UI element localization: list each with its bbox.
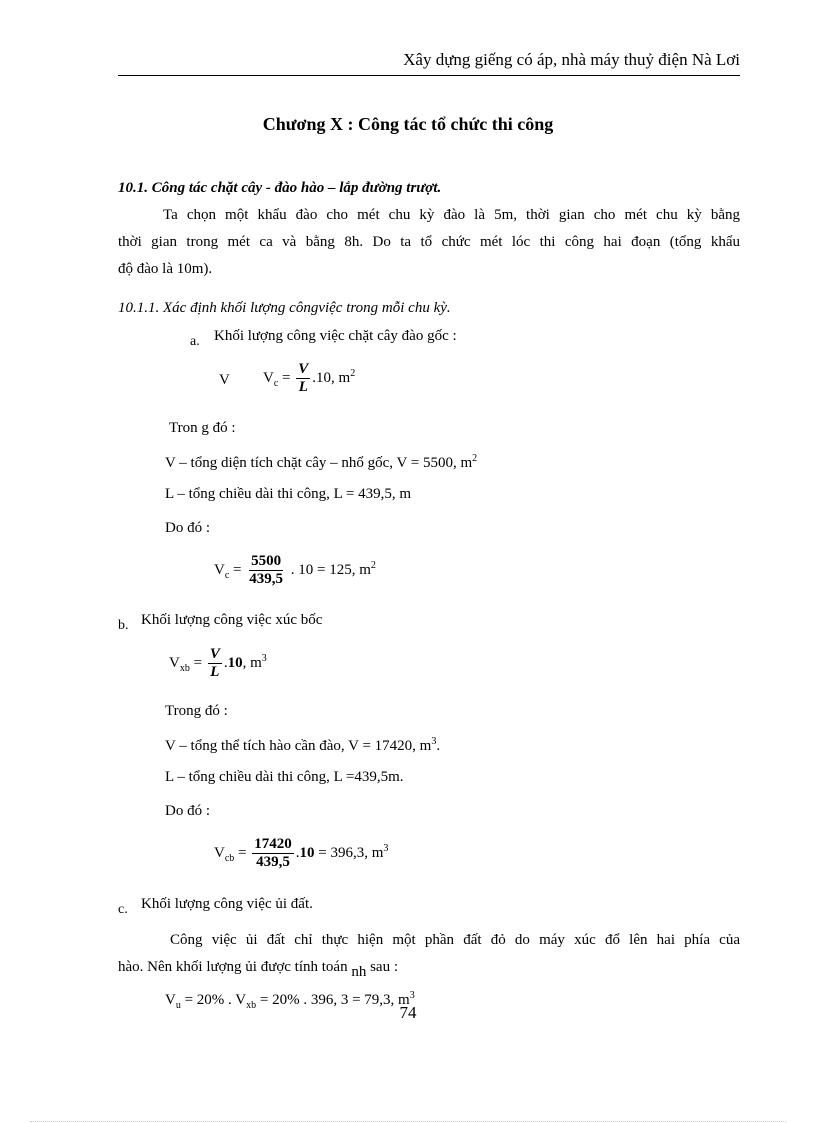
part-b-where: Trong đó : [165,703,228,719]
formula-lhs: V [263,369,274,386]
def-sup: 2 [472,453,478,464]
calc-v-sub: u [175,1000,181,1011]
part-a-where: Tron g đó : [169,420,236,436]
part-c-line-2 [118,954,740,981]
calc-numerator: 5500 [251,553,282,569]
calc-rest: = 20% . 396, 3 = 79,3, m [259,992,410,1008]
header-rule [118,75,740,76]
def-text: V – tổng thể tích hào cần đào, V = 17420, m [165,738,432,754]
calc-mult: . [295,844,300,861]
formula-unit-sup: 3 [261,652,267,664]
part-c-title: Khối lượng công việc ủi đất. [141,896,313,912]
formula-eq: = [282,369,291,386]
calc-lhs: V [214,844,225,861]
part-a-formula-prefix: V [219,372,230,388]
line-2-a: hào. Nên khối lượng ủi được tính toán [118,959,348,975]
formula-lhs-sub: xb [179,662,190,674]
intro-line-2: thời gian trong mét ca và bằng 8h. Do ta tổ chức mét lóc thi công hai đoạn (tổng khẩu [118,234,740,250]
part-a-calculation [214,553,376,588]
formula-lhs-sub: c [273,377,279,389]
part-c-label: c. [118,902,128,917]
part-b-def-2: L – tổng chiều dài thi công, L =439,5m. [165,769,404,785]
intro-line-3: độ đào là 10m). [118,261,213,277]
calc-sup: 2 [370,559,376,571]
formula-lhs: V [169,654,180,671]
calc-ten: 10 [299,844,315,861]
part-a-title: Khối lượng công việc chặt cây đào gốc : [214,328,457,344]
calc-eq: = [238,844,247,861]
part-c-line-1: Công việc ủi đất chỉ thực hiện một phần đất đỏ do máy xúc đổ lên hai phía của [170,932,740,948]
part-c-paragraph [118,927,740,981]
calc-lhs-sub: cb [224,852,235,864]
part-a-label: a. [190,334,200,349]
part-b-calculation [214,836,388,871]
calc-numerator: 17420 [254,836,292,852]
calc-denominator: 439,5 [256,854,290,870]
subsection-heading: 10.1.1. Xác định khối lượng côngviệc trong mỗi chu kỳ. [118,300,451,316]
fraction-numerator: V [209,646,220,662]
line-2-b: sau : [370,959,399,975]
calc-sup: 3 [409,990,415,1001]
calc-rhs: = 396,3, m [318,844,384,861]
page-bottom-rule [30,1121,786,1122]
def-sup: 3 [431,736,437,747]
line-2-nh: nh [351,964,367,980]
running-header: Xây dựng giếng có áp, nhà máy thuỷ điện Nà Lơi [403,50,740,69]
part-b-formula [169,646,267,681]
calc-mid: = 20% . V [184,992,247,1008]
intro-paragraph [118,202,740,283]
formula-eq: = [193,654,203,671]
part-b-label: b. [118,618,129,633]
calc-denominator: 439,5 [249,571,284,587]
fraction-denominator: L [298,379,308,395]
formula-rhs: , m [242,654,262,671]
chapter-title: Chương X : Công tác tổ chức thi công [262,114,554,134]
def-text: V – tổng diện tích chặt cây – nhổ gốc, V = 5500, m [165,455,473,471]
intro-line-1: Ta chọn một khẩu đào cho mét chu kỳ đào là 5m, thời gian cho mét chu kỳ bằng [163,207,740,223]
formula-mult: . [223,654,228,671]
fraction-denominator: L [210,664,220,680]
section-heading: 10.1. Công tác chặt cây - đào hào – lắp đường trượt. [118,180,442,196]
part-a-def-2: L – tổng chiều dài thi công, L = 439,5, m [165,486,412,502]
part-a-therefore: Do đó : [165,520,210,536]
calc-v: V [165,992,176,1008]
fraction-v-over-l [208,646,222,681]
calc-rhs: . 10 = 125, m [290,561,371,578]
calc-lhs: V [214,561,225,578]
part-a-formula [263,361,355,396]
formula-rhs: .10, m [312,369,351,386]
calc-lhs-sub: c [224,569,230,581]
part-b-def-1 [165,736,440,755]
part-a-def-1 [165,453,477,472]
part-b-title: Khối lượng công việc xúc bốc [141,612,323,628]
calc-eq: = [233,561,242,578]
page-number: 74 [399,1003,417,1022]
part-b-therefore: Do đó : [165,803,210,819]
calc-fraction [247,553,285,588]
calc-mid-sub: xb [246,1000,257,1011]
formula-unit-sup: 2 [350,367,356,379]
fraction-numerator: V [298,361,309,377]
calc-sup: 3 [383,842,389,854]
calc-fraction [252,836,294,871]
def-end: . [436,738,441,754]
formula-ten: 10 [227,654,243,671]
fraction-v-over-l [296,361,310,396]
